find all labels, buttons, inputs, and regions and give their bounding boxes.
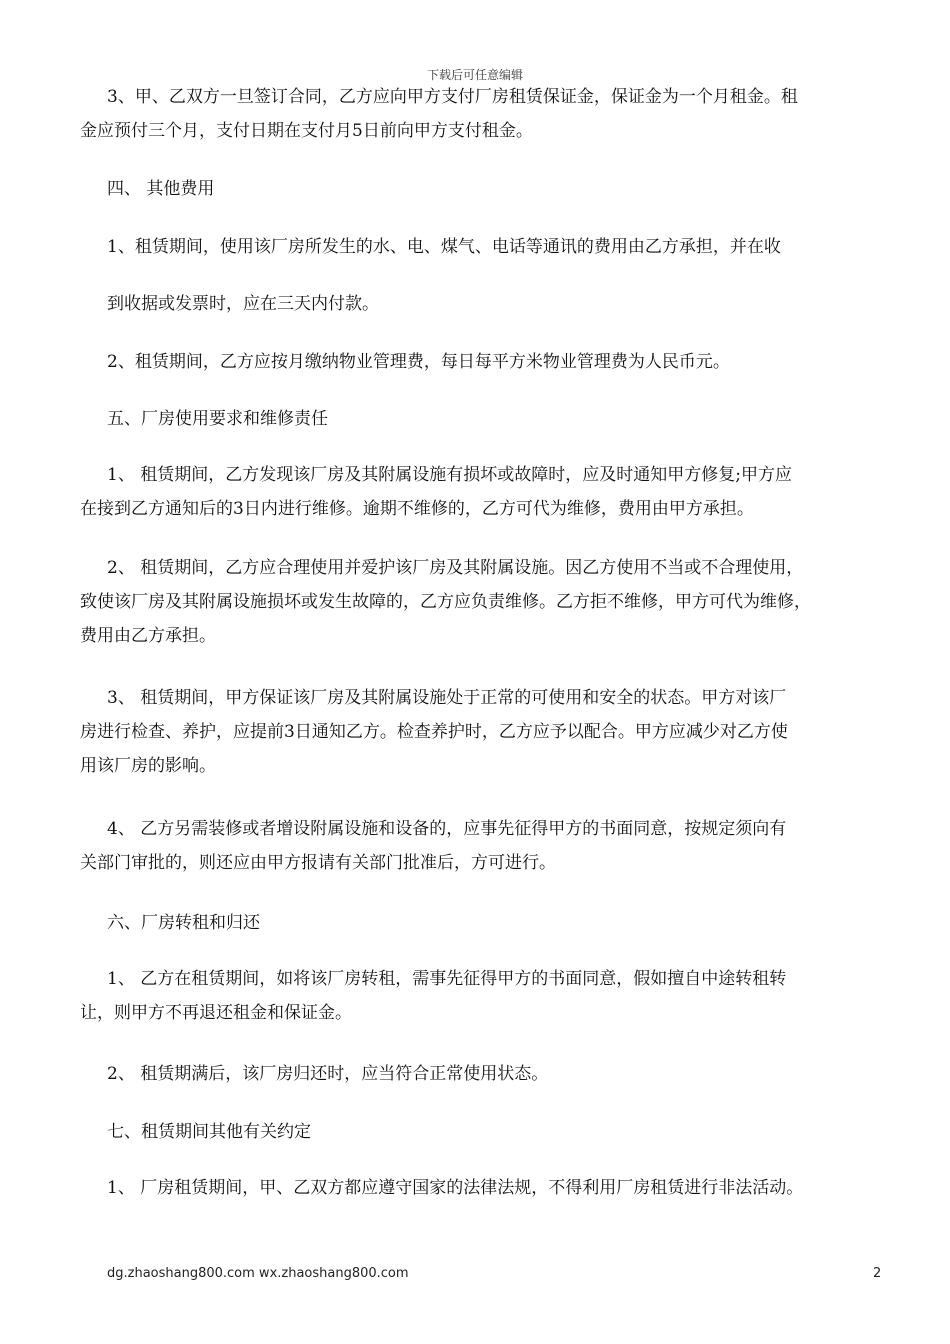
paragraph-maintenance-1 bbox=[80, 458, 887, 526]
text-line: 让，则甲方不再退还租金和保证金。 bbox=[80, 1003, 352, 1023]
paragraph-deposit bbox=[80, 80, 887, 148]
paragraph-property-fee bbox=[107, 345, 887, 379]
paragraph-utilities bbox=[107, 230, 887, 264]
page-number: 2 bbox=[873, 1266, 882, 1281]
paragraph-sublease bbox=[80, 962, 887, 1030]
text-line: 2、租赁期间，乙方应按月缴纳物业管理费，每日每平方米物业管理费为人民币元。 bbox=[107, 352, 730, 372]
paragraph-utilities-payment bbox=[107, 287, 887, 321]
text-line: 3、甲、乙双方一旦签订合同，乙方应向甲方支付厂房租赁保证金，保证金为一个月租金。租 bbox=[107, 87, 798, 107]
paragraph-legal-compliance bbox=[107, 1171, 887, 1205]
text-line: 3、 租赁期间，甲方保证该厂房及其附属设施处于正常的可使用和安全的状态。甲方对该厂 bbox=[107, 688, 787, 708]
text-line: 费用由乙方承担。 bbox=[80, 626, 216, 646]
text-line: 2、 租赁期间，乙方应合理使用并爱护该厂房及其附属设施。因乙方使用不当或不合理使用， bbox=[107, 558, 804, 578]
paragraph-maintenance-4 bbox=[80, 812, 887, 880]
section-heading-other-agreements bbox=[107, 1115, 887, 1149]
paragraph-return bbox=[107, 1057, 887, 1091]
text-line: 四、 其他费用 bbox=[107, 179, 215, 199]
text-line: 金应预付三个月，支付日期在支付月5日前向甲方支付租金。 bbox=[80, 121, 533, 141]
text-line: 用该厂房的影响。 bbox=[80, 756, 216, 776]
section-heading-usage-maintenance bbox=[107, 402, 887, 436]
text-line: 七、租赁期间其他有关约定 bbox=[107, 1122, 311, 1142]
text-line: 在接到乙方通知后的3日内进行维修。逾期不维修的，乙方可代为维修，费用由甲方承担。 bbox=[80, 499, 754, 519]
text-line: 1、 乙方在租赁期间，如将该厂房转租，需事先征得甲方的书面同意，假如擅自中途转租转 bbox=[107, 969, 787, 989]
paragraph-maintenance-3 bbox=[80, 681, 887, 783]
text-line: 五、厂房使用要求和维修责任 bbox=[107, 409, 328, 429]
text-line: 1、 厂房租赁期间，甲、乙双方都应遵守国家的法律法规，不得利用厂房租赁进行非法活动。 bbox=[107, 1178, 804, 1198]
paragraph-maintenance-2 bbox=[80, 551, 887, 653]
section-heading-sublease-return bbox=[107, 906, 887, 940]
text-line: 六、厂房转租和归还 bbox=[107, 913, 260, 933]
section-heading-other-fees bbox=[107, 172, 887, 206]
text-line: 关部门审批的，则还应由甲方报请有关部门批准后，方可进行。 bbox=[80, 853, 556, 873]
page-header-note: 下载后可任意编辑 bbox=[426, 68, 523, 82]
text-line: 到收据或发票时，应在三天内付款。 bbox=[107, 294, 379, 314]
footer-sites: dg.zhaoshang800.com wx.zhaoshang800.com bbox=[107, 1266, 409, 1281]
text-line: 房进行检查、养护，应提前3日通知乙方。检查养护时，乙方应予以配合。甲方应减少对乙方使 bbox=[80, 722, 788, 742]
text-line: 1、 租赁期间，乙方发现该厂房及其附属设施有损坏或故障时，应及时通知甲方修复;甲方应 bbox=[107, 465, 792, 485]
text-line: 4、 乙方另需装修或者增设附属设施和设备的，应事先征得甲方的书面同意，按规定须向有 bbox=[107, 819, 787, 839]
text-line: 致使该厂房及其附属设施损坏或发生故障的，乙方应负责维修。乙方拒不维修，甲方可代为维修， bbox=[80, 592, 811, 612]
text-line: 1、租赁期间，使用该厂房所发生的水、电、煤气、电话等通讯的费用由乙方承担，并在收 bbox=[107, 237, 781, 257]
text-line: 2、 租赁期满后，该厂房归还时，应当符合正常使用状态。 bbox=[107, 1064, 549, 1084]
